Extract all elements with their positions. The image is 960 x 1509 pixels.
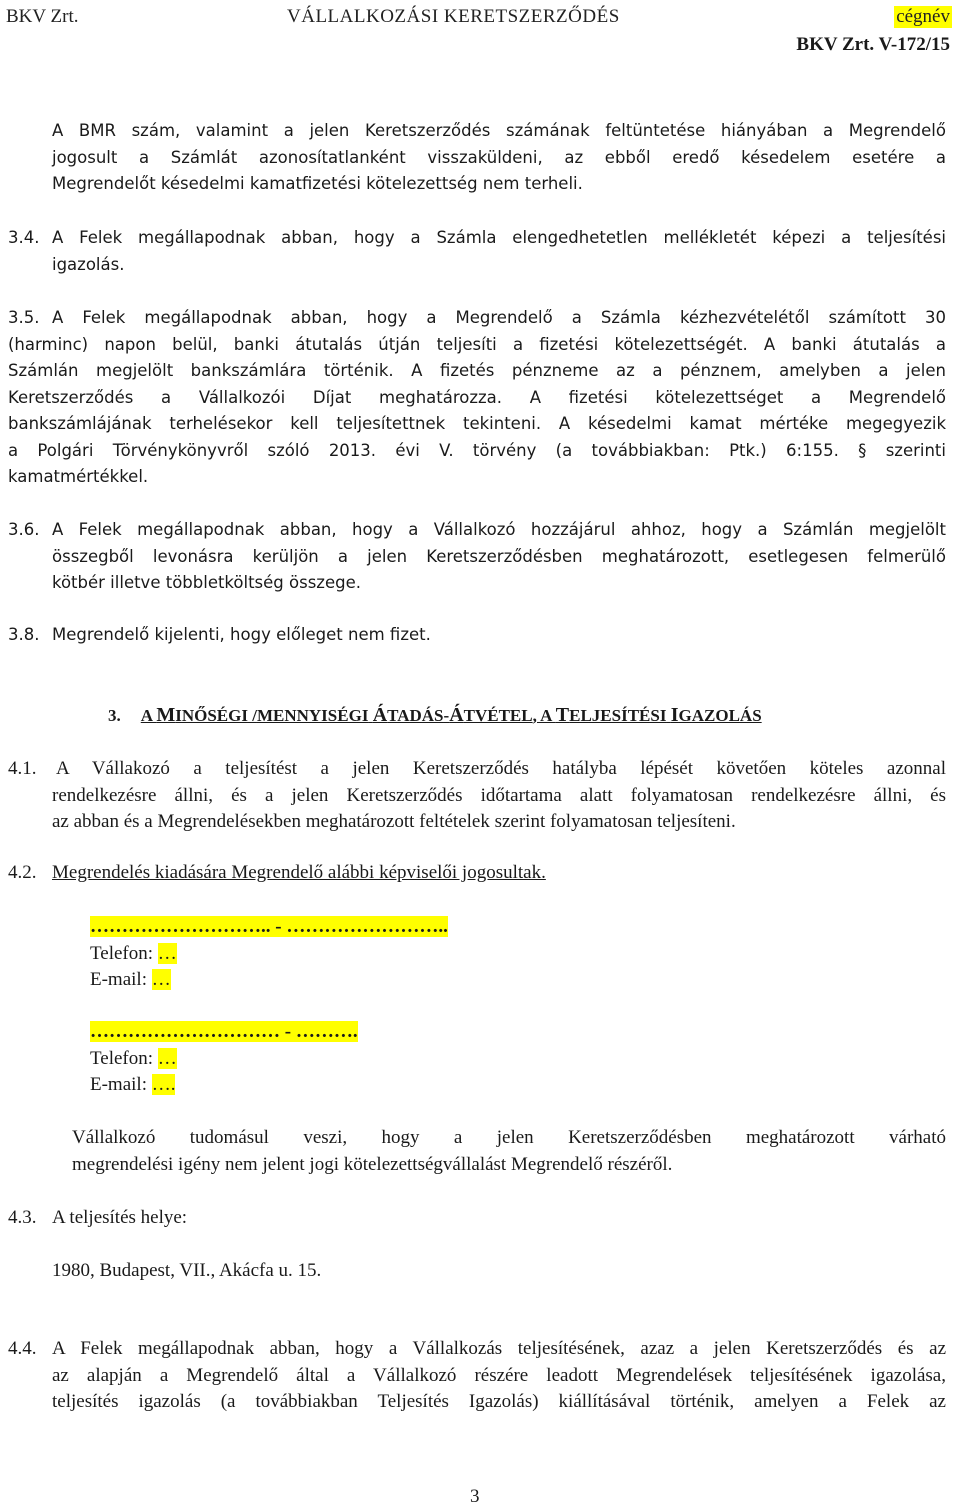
- section-3-8-text: Megrendelő kijelenti, hogy előleget nem fizet.: [52, 625, 431, 644]
- section-line: (harminc) napon belül, banki átutalás útján teljesíti a fizetési kötelezettségét. A banki átutalás a: [8, 334, 946, 354]
- chapter-heading: [108, 704, 762, 727]
- phone-value: …: [157, 942, 177, 964]
- section-line: megrendelési igény nem jelent jogi kötelezettségvállalást Megrendelő részéről.: [72, 1153, 673, 1175]
- heading-part: Á: [449, 704, 464, 726]
- section-line: a Polgári Törvénykönyvről szóló 2013. évi V. törvény (a továbbiakban: Ptk.) 6:155. § szerinti: [8, 440, 946, 460]
- intro-line: jogosult a Számlát azonosítatlanként visszaküldeni, az ebből eredő késedelem esetére a: [52, 147, 946, 167]
- section-line: A Felek megállapodnak abban, hogy a Vállalkozó hozzájárul ahhoz, hogy a Számlán megjelölt: [52, 520, 946, 539]
- email-label: E-mail:: [90, 969, 147, 990]
- section-line: A Vállakozó a teljesítést a jelen Keretszerződés hatályba lépését követően köteles azonnal: [56, 758, 946, 779]
- contact-block-1: [90, 914, 448, 994]
- section-4-4-text: [52, 1336, 946, 1416]
- email-value: …: [151, 969, 171, 990]
- section-4-2-note: [72, 1125, 946, 1178]
- section-4-1-text: [52, 756, 946, 836]
- section-number: 3.8.: [8, 625, 40, 644]
- contact-name-field: ………………………… - ……….: [90, 1021, 358, 1042]
- heading-part: GAZOLÁS: [678, 706, 762, 725]
- section-line: teljesítés igazolás (a továbbiakban Teljesítés Igazolás) kiállításával történik, amelyen a Felek az: [52, 1391, 946, 1412]
- section-line: A Felek megállapodnak abban, hogy a Megrendelő a Számla kézhezvételétől számított 30: [52, 308, 946, 327]
- section-number: 4.3.: [8, 1207, 37, 1228]
- page-number: 3: [470, 1486, 480, 1507]
- section-line: rendelkezésre állni, és a jelen Keretszerződés időtartama alatt folyamatosan rendelkezésre állni, és: [52, 784, 946, 806]
- chapter-title: [141, 706, 762, 725]
- heading-part: Á: [372, 704, 388, 726]
- section-number: 3.4.: [8, 228, 40, 247]
- section-number: 4.2.: [8, 862, 37, 883]
- header-placeholder: cégnév: [896, 6, 950, 27]
- section-3-4-text: [52, 225, 946, 278]
- heading-part: MENNYISÉGI: [256, 706, 369, 725]
- heading-part: TADÁS: [387, 706, 444, 725]
- section-number: 4.1.: [8, 758, 37, 779]
- section-line: kötbér illetve többletköltség összege.: [52, 573, 361, 592]
- section-line: kamatmértékkel.: [8, 467, 149, 486]
- heading-part: I: [670, 704, 679, 726]
- heading-part: ELJESÍTÉSI: [569, 706, 667, 725]
- header-title: VÁLLALKOZÁSI KERETSZERZŐDÉS: [287, 6, 620, 27]
- section-number: 3.5.: [8, 308, 40, 327]
- phone-label: Telefon:: [90, 1047, 154, 1069]
- section-line: Számlán megjelölt bankszámlára történik. A fizetés pénzneme az a pénznem, amelyben a jelen: [8, 361, 946, 380]
- delivery-address: 1980, Budapest, VII., Akácfa u. 15.: [52, 1260, 322, 1281]
- section-line: összegből levonásra kerüljön a jelen Keretszerződésben meghatározott, esetlegesen felmerülő: [52, 546, 946, 566]
- header-contract-number: BKV Zrt. V-172/15: [796, 34, 950, 55]
- section-line: bankszámlájának terhelésekor kell teljesítettnek tekinteni. A késedelmi kamat mértéke megegyezik: [8, 414, 946, 433]
- heading-part: INŐSÉGI: [175, 706, 248, 725]
- heading-part: TVÉTEL: [463, 706, 533, 725]
- section-line: A Felek megállapodnak abban, hogy a Számla elengedhetetlen mellékletét képezi a teljesítési: [52, 228, 946, 247]
- intro-line: Megrendelőt késedelmi kamatfizetési kötelezettség nem terheli.: [52, 174, 583, 193]
- intro-line: A BMR szám, valamint a jelen Keretszerződés számának feltüntetése hiányában a Megrendelő: [52, 121, 946, 140]
- section-line: igazolás.: [52, 254, 125, 274]
- chapter-number: 3.: [108, 706, 121, 725]
- section-line: Vállalkozó tudomásul veszi, hogy a jelen Keretszerződésben meghatározott várható: [72, 1127, 946, 1148]
- header-company: BKV Zrt.: [6, 6, 79, 27]
- heading-part: , A: [532, 706, 556, 725]
- section-line: az alapján a Megrendelő által a Vállalkozó részére leadott Megrendelések teljesítésének igazolása,: [52, 1364, 946, 1386]
- section-line: A Felek megállapodnak abban, hogy a Vállalkozás teljesítésének, azaz a jelen Keretszerződés és az: [52, 1338, 946, 1359]
- section-number: 3.6.: [8, 520, 40, 539]
- section-4-2-text: Megrendelés kiadására Megrendelő alábbi képviselői jogosultak.: [52, 862, 546, 883]
- email-value: ….: [151, 1074, 176, 1095]
- contact-block-2: [90, 1019, 358, 1099]
- section-3-6-text: [52, 517, 946, 597]
- heading-part: -: [443, 706, 450, 725]
- email-label: E-mail:: [90, 1074, 147, 1095]
- phone-label: Telefon:: [90, 942, 154, 964]
- contact-name-field: ……………………….. - ……………………..: [90, 916, 448, 937]
- section-line: az abban és a Megrendelésekben meghatározott feltételek szerint folyamatosan teljesíteni.: [52, 811, 736, 832]
- section-line: Keretszerződés a Vállalkozói Díjat meghatározza. A fizetési kötelezettséget a Megrendelő: [8, 387, 946, 407]
- heading-part: /: [247, 706, 257, 725]
- section-4-3-text: A teljesítés helye:: [52, 1207, 188, 1228]
- intro-paragraph: [52, 118, 946, 198]
- heading-part: A: [140, 706, 157, 725]
- heading-part: M: [156, 704, 176, 726]
- phone-value: …: [157, 1047, 177, 1069]
- section-number: 4.4.: [8, 1338, 37, 1359]
- heading-part: T: [555, 704, 570, 726]
